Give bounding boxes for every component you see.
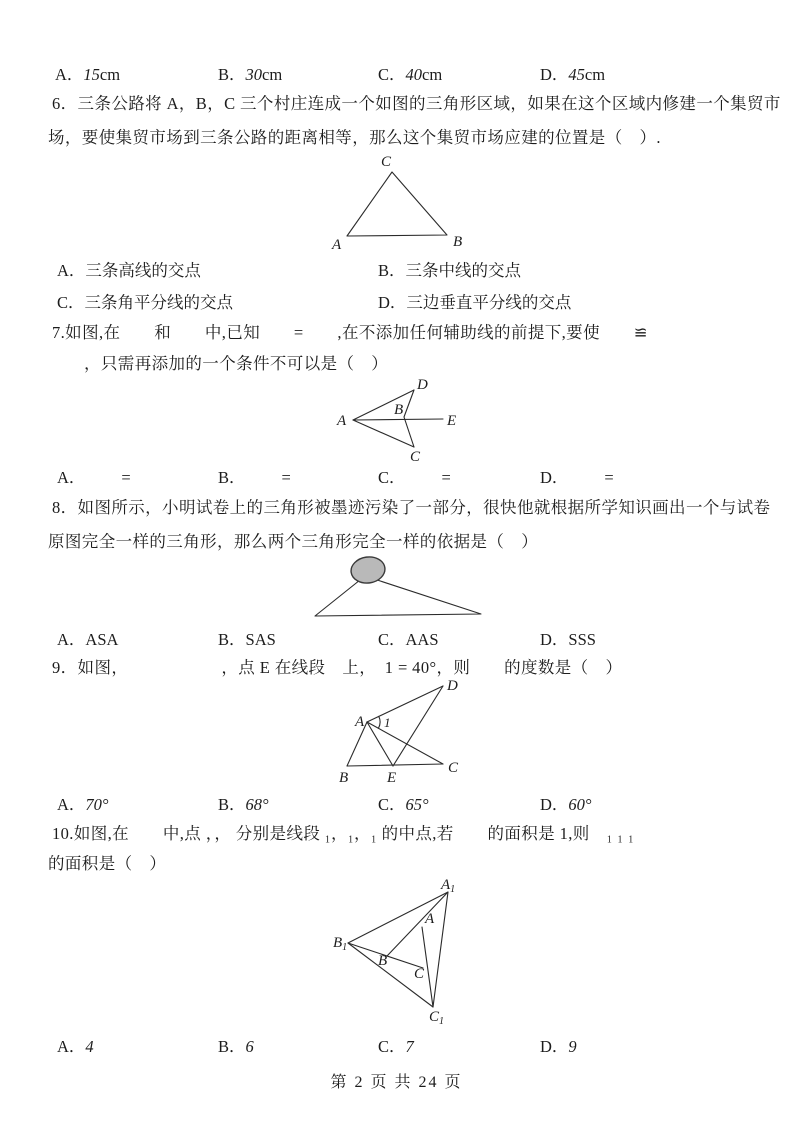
vertex-label-c1: $C_1$: [429, 1009, 445, 1027]
option-label: B．: [218, 1037, 246, 1056]
vertex-label-a: A: [355, 714, 365, 730]
q8-option-d: [540, 626, 596, 650]
option-value: 15: [83, 65, 100, 84]
vertex-label-c: C: [410, 449, 421, 464]
option-label: D．: [378, 293, 407, 312]
option-text: 三条中线的交点: [405, 261, 522, 280]
question-7-text-line-2: ，只需再添加的一个条件不可以是（ ）: [84, 354, 389, 373]
option-unit: cm: [584, 65, 606, 84]
option-label: B．: [218, 795, 246, 814]
q5-option-a: [55, 61, 120, 85]
angle-arc: [378, 716, 380, 728]
q7-option-b: [218, 464, 291, 488]
option-equals: =: [441, 468, 451, 487]
option-unit: cm: [422, 65, 443, 84]
option-value: 65°: [405, 795, 429, 814]
question-7-text-line-1: 7.如图,在 和 中,已知 = ,在不添加任何辅助线的前提下,要使 ≌: [52, 323, 649, 342]
vertex-label-e: E: [447, 413, 457, 429]
option-label: B．: [378, 261, 406, 280]
vertex-label-b1: $B_1$: [333, 935, 348, 953]
q10-option-c: [378, 1033, 414, 1057]
q9-angle-figure: [328, 678, 472, 792]
vertex-label-b: B: [339, 770, 349, 786]
ink-blot: [349, 555, 386, 585]
q6-option-c: [57, 289, 233, 313]
q10-option-d: [540, 1033, 577, 1057]
vertex-label-d: D: [447, 678, 458, 694]
option-equals: =: [281, 468, 291, 487]
option-label: C．: [378, 630, 406, 649]
option-label: B．: [218, 468, 246, 487]
triangle-outline: [347, 172, 447, 236]
option-value: SAS: [245, 630, 276, 649]
option-equals: =: [604, 468, 614, 487]
q8-option-c: [378, 626, 439, 650]
option-value: 60°: [568, 795, 592, 814]
option-label: D．: [540, 468, 569, 487]
option-label: C．: [378, 65, 406, 84]
vertex-label-d: D: [417, 377, 428, 393]
q6-triangle-figure: [323, 150, 478, 252]
vertex-label-c: C: [381, 154, 392, 170]
q7-triangles-figure: [333, 376, 465, 464]
q8-option-b: [218, 626, 276, 650]
option-label: D．: [540, 630, 569, 649]
vertex-label-b: B: [378, 953, 388, 969]
option-label: A．: [55, 65, 84, 84]
option-value: 68°: [245, 795, 269, 814]
option-unit: cm: [99, 65, 121, 84]
option-label: C．: [378, 795, 406, 814]
option-text: 三边垂直平分线的交点: [406, 293, 572, 312]
vertex-label-a: A: [425, 911, 435, 927]
q5-option-c: [378, 61, 442, 85]
q10-option-a: [57, 1033, 94, 1057]
page-number-footer: 第 2 页 共 24 页: [330, 1074, 463, 1091]
q9-option-c: [378, 791, 429, 815]
option-unit: cm: [262, 65, 283, 84]
q9-option-b: [218, 791, 269, 815]
vertex-label-b: B: [453, 234, 463, 250]
triangle-outline: [315, 576, 481, 616]
segment-bc: [404, 417, 414, 447]
option-label: A．: [57, 1037, 86, 1056]
option-label: A．: [57, 261, 86, 280]
option-label: D．: [540, 1037, 569, 1056]
angle-label-1: 1: [384, 715, 391, 730]
q6-option-a: [57, 257, 201, 281]
q8-inkblot-triangle-figure: [293, 550, 495, 625]
option-value: 6: [245, 1037, 254, 1056]
option-value: 45: [568, 65, 585, 84]
option-label: C．: [378, 1037, 406, 1056]
option-equals: =: [121, 468, 131, 487]
vertex-label-a: A: [337, 413, 347, 429]
option-value: 40: [405, 65, 423, 84]
option-label: B．: [218, 630, 246, 649]
vertex-label-e: E: [387, 770, 397, 786]
question-6-text-line-2: 场，要使集贸市场到三条公路的距离相等，那么这个集贸市场应建的位置是（ ）.: [48, 128, 661, 147]
vertex-label-c: C: [448, 760, 459, 776]
q9-option-d: [540, 791, 592, 815]
option-label: A．: [57, 795, 86, 814]
q6-option-d: [378, 289, 571, 313]
q5-option-d: [540, 61, 605, 85]
question-10-text-line-1: 10.如图,在 中,点 ，， 分别是线段 ₁，₁，₁ 的中点,若 的面积是 1,则 ₁ ₁ ₁: [52, 824, 635, 843]
option-value: 30: [245, 65, 263, 84]
q5-option-b: [218, 61, 282, 85]
q6-option-b: [378, 257, 521, 281]
segment-ac: [353, 420, 414, 447]
vertex-label-b: B: [394, 402, 404, 418]
q7-option-c: [378, 464, 451, 488]
question-10-text-line-2: 的面积是（ ）: [48, 854, 167, 873]
option-label: B．: [218, 65, 246, 84]
option-value: AAS: [405, 630, 439, 649]
option-value: SSS: [568, 630, 596, 649]
q9-option-a: [57, 791, 109, 815]
question-6-text-line-1: 6．三条公路将 A，B，C 三个村庄连成一个如图的三角形区域，如果在这个区域内修建一个集贸市: [52, 94, 781, 113]
q10-nested-triangles-figure: [333, 876, 470, 1032]
vertex-label-a1: $A_1$: [441, 877, 456, 895]
segment-ae: [353, 419, 443, 420]
option-text: 三条高线的交点: [85, 261, 201, 280]
q10-option-b: [218, 1033, 254, 1057]
option-label: D．: [540, 65, 569, 84]
option-value: 4: [85, 1037, 94, 1056]
option-label: A．: [57, 630, 86, 649]
question-8-text-line-1: 8．如图所示，小明试卷上的三角形被墨迹污染了一部分，很快他就根据所学知识画出一个与试卷: [52, 498, 771, 517]
option-label: D．: [540, 795, 569, 814]
option-value: ASA: [85, 630, 119, 649]
q7-option-a: [57, 464, 131, 488]
segment-a1-b: [387, 892, 448, 956]
option-value: 7: [405, 1037, 414, 1056]
option-value: 9: [568, 1037, 577, 1056]
question-8-text-line-2: 原图完全一样的三角形，那么两个三角形完全一样的依据是（ ）: [48, 532, 539, 551]
vertex-label-a: A: [332, 237, 342, 252]
segment-bc: [347, 764, 443, 766]
option-label: C．: [57, 293, 85, 312]
question-9-text-line-1: 9．如图， ，点 E 在线段 上， 1 = 40°，则 的度数是（ ）: [52, 658, 623, 677]
vertex-label-c: C: [414, 966, 425, 982]
option-text: 三条角平分线的交点: [84, 293, 234, 312]
option-label: A．: [57, 468, 86, 487]
option-value: 70°: [85, 795, 109, 814]
q7-option-d: [540, 464, 614, 488]
outer-triangle: [348, 892, 448, 1007]
option-label: C．: [378, 468, 406, 487]
q8-option-a: [57, 626, 118, 650]
